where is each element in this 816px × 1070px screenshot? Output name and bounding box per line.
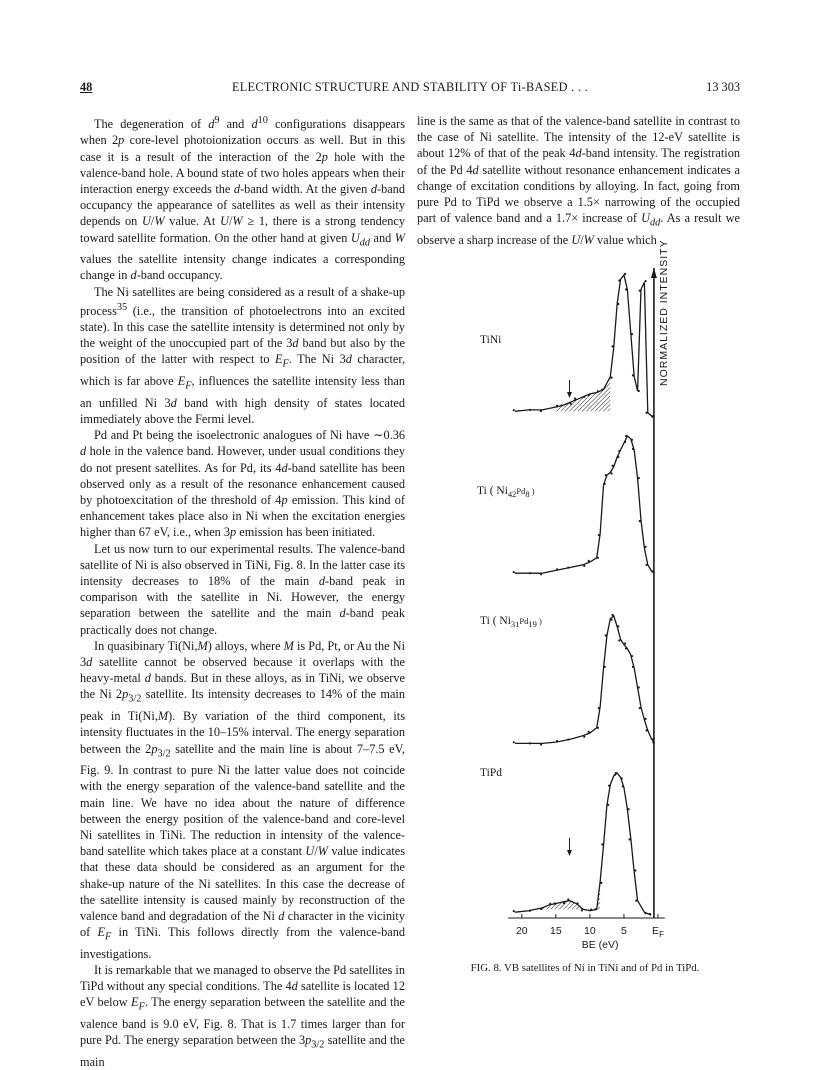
- x-tick-label-2: 15: [550, 925, 562, 937]
- data-point-1-16: [624, 273, 626, 275]
- right-paragraph-1: line is the same as that of the valence-band satellite in contrast to the case of Ni satellite. The intensity of the 12-eV satellite is about 12% of that of the peak 4d-band intensity. The registration of the Pd 4d satellite without resonance enhancement indicates a change of excitation conditions by alloying. In fact, going from pure Pd to TiPd we observe a 1.5× narrowing of the occupied part of valence band and a 1.7× increase of $U_{dd}$. As a result we observe a sharp increase of the U/W value which: [417, 114, 740, 247]
- data-point-1-12: [610, 377, 612, 379]
- data-point-1-5: [560, 404, 562, 406]
- data-point-2-5: [567, 567, 569, 569]
- data-point-4-8: [576, 902, 578, 904]
- curve-label-1: TiNi: [480, 334, 502, 346]
- figure-8: [445, 239, 735, 968]
- data-point-1-22: [644, 280, 646, 282]
- data-point-4-23: [635, 900, 637, 902]
- data-point-3-10: [604, 666, 606, 668]
- x-tick-label-3: 10: [584, 925, 596, 937]
- data-point-1-8: [583, 396, 585, 398]
- data-point-3-3: [540, 743, 542, 745]
- data-point-4-11: [594, 908, 596, 910]
- data-point-1-14: [617, 303, 619, 305]
- right-text-column: [417, 113, 740, 248]
- data-point-3-8: [597, 727, 599, 729]
- curve-label-3: [480, 615, 542, 629]
- data-point-4-12: [600, 882, 602, 884]
- curve-label-part: Pd: [516, 486, 526, 496]
- satellite-arrow-head-2: [567, 850, 572, 856]
- curve-label-2: [477, 485, 535, 499]
- data-point-2-4: [556, 568, 558, 570]
- data-point-1-4: [556, 405, 558, 407]
- data-point-3-23: [645, 729, 647, 731]
- data-point-1-19: [632, 374, 634, 376]
- x-axis-label: BE (eV): [581, 939, 619, 951]
- data-point-2-21: [639, 520, 641, 522]
- left-paragraph-4: Let us now turn to our experimental results. The valence-band satellite of Ni is also observed in TiNi, Fig. 8. In the latter case its intensity decreases to 18% of the main d-band peak in comparison with the satellite in Ni. However, the energy separation between the satellite and the main d-band peak practically does not change.: [80, 541, 405, 637]
- running-title: ELECTRONIC STRUCTURE AND STABILITY OF Ti-BASED . . .: [231, 80, 589, 94]
- data-point-4-22: [634, 869, 636, 871]
- data-point-2-7: [588, 560, 590, 562]
- x-tick-label-1: 20: [515, 925, 528, 937]
- data-point-2-11: [605, 474, 607, 476]
- data-point-3-9: [598, 707, 600, 709]
- data-point-1-17: [625, 288, 627, 290]
- data-point-2-17: [625, 435, 627, 437]
- curve-label-part: ): [529, 486, 535, 496]
- data-point-3-13: [611, 614, 613, 616]
- data-point-4-4: [549, 903, 551, 905]
- data-point-3-20: [638, 686, 640, 688]
- satellite-hatch-4: [542, 882, 600, 911]
- data-point-4-6: [563, 902, 565, 904]
- volume-page: 13 303: [706, 80, 740, 94]
- data-point-3-5: [567, 738, 569, 740]
- figure-caption: FIG. 8. VB satellites of Ni in TiNi and of Pd in TiPd.: [470, 962, 700, 974]
- data-point-2-16: [624, 441, 626, 443]
- data-point-2-23: [645, 564, 647, 566]
- data-point-1-15: [618, 279, 620, 281]
- data-point-4-25: [649, 913, 651, 915]
- data-point-1-2: [529, 409, 531, 411]
- curve-label-part: 42: [507, 489, 517, 499]
- curve-label-part: 31: [510, 619, 520, 629]
- data-point-2-2: [529, 572, 531, 574]
- data-point-3-4: [556, 740, 558, 742]
- curve-4: [515, 773, 651, 915]
- data-point-3-7: [588, 731, 590, 733]
- data-point-4-10: [590, 909, 592, 911]
- curve-3: [515, 616, 655, 743]
- data-point-1-11: [601, 388, 603, 390]
- left-text-column: [80, 113, 405, 1070]
- data-point-2-14: [617, 456, 619, 458]
- data-point-2-12: [610, 472, 612, 474]
- curve-label-part: 8: [525, 489, 530, 499]
- curve-label-4: TiPd: [480, 767, 502, 779]
- left-paragraph-6: It is remarkable that we managed to observe the Pd satellites in TiPd without any special conditions. The 4d satellite is located 12 eV below $E_F$. The energy separation between the satellite and the valence band is 9.0 eV, Fig. 8. That is 1.7 times larger than for pure Pd. The energy separation between the $3p_{3/2}$ satellite and the main: [80, 963, 405, 1069]
- data-point-1-10: [597, 390, 599, 392]
- data-point-4-20: [627, 808, 629, 810]
- data-point-1-1: [513, 409, 515, 411]
- data-point-4-2: [529, 910, 531, 912]
- data-point-2-13: [611, 465, 613, 467]
- data-point-3-2: [529, 742, 531, 744]
- data-point-4-3: [540, 908, 542, 910]
- data-point-3-19: [632, 666, 634, 668]
- data-point-4-9: [581, 909, 583, 911]
- data-point-3-21: [639, 707, 641, 709]
- data-point-4-7: [567, 898, 569, 900]
- data-point-3-22: [644, 718, 646, 720]
- data-point-4-24: [644, 912, 646, 914]
- curve-label-part: Ti ( Ni: [477, 485, 508, 497]
- data-point-3-14: [617, 625, 619, 627]
- curve-label-part: 19: [528, 619, 537, 629]
- left-paragraph-2: The Ni satellites are being considered as a result of a shake-up process$^{35}$ (i.e., the transition of photoelectrons into an excited state). In this case the satellite intensity is determined not only by the weight of the unoccupied part of the 3d band but also by the position of the latter with respect to $E_F$. The Ni 3d character, which is far above $E_F$, influences the satellite intensity less than an unfilled Ni 3d band with high density of states located immediately above the Fermi level.: [80, 284, 406, 426]
- data-point-3-11: [605, 634, 607, 636]
- data-point-3-15: [618, 639, 620, 641]
- data-point-2-20: [638, 477, 640, 479]
- data-point-4-1: [513, 910, 515, 912]
- data-point-2-19: [632, 448, 634, 450]
- satellite-arrow-head-1: [567, 392, 572, 398]
- data-point-2-1: [513, 571, 515, 573]
- data-point-4-13: [601, 843, 603, 845]
- running-header: [80, 80, 740, 98]
- data-point-2-9: [598, 534, 600, 536]
- data-point-3-1: [513, 741, 515, 743]
- data-point-4-17: [615, 772, 617, 774]
- data-point-4-5: [554, 902, 556, 904]
- data-point-1-9: [588, 394, 590, 396]
- data-point-1-23: [645, 412, 647, 414]
- data-point-2-10: [604, 483, 606, 485]
- data-point-1-18: [631, 333, 633, 335]
- fermi-subscript: F: [659, 930, 664, 939]
- data-point-2-6: [583, 565, 585, 567]
- data-point-1-21: [639, 290, 641, 292]
- data-point-1-7: [574, 398, 576, 400]
- data-point-2-15: [618, 450, 620, 452]
- x-tick-label-4: 5: [621, 925, 627, 937]
- left-paragraph-1: The degeneration of $d^9$ and $d^{10}$ configurations disappears when 2p core-level photoionization occurs as well. But in this case it is a result of the interaction of the 2p hole with the valence-band hole. A bound state of two holes appears when their interaction energy exceeds the d-band width. At the given d-band occupancy the appearance of satellites as well as their intensity depends on U/W value. At U/W ≥ 1, there is a strong tendency toward satellite formation. On the other hand at given $U_{dd}$ and W values the satellite intensity change indicates a corresponding change in d-band occupancy.: [80, 115, 405, 283]
- curve-label-part: Ti ( Ni: [480, 615, 511, 627]
- data-point-1-3: [540, 410, 542, 412]
- data-point-2-8: [597, 557, 599, 559]
- satellite-hatch-1: [556, 377, 610, 412]
- data-point-4-14: [607, 804, 609, 806]
- data-point-1-13: [611, 345, 613, 347]
- curve-1: [515, 275, 655, 417]
- data-point-2-3: [540, 573, 542, 575]
- curve-label-part: ): [536, 616, 542, 626]
- data-point-2-22: [644, 546, 646, 548]
- data-point-4-21: [628, 838, 630, 840]
- data-point-4-15: [608, 785, 610, 787]
- spectra-plot: [445, 239, 735, 968]
- curve-label-part: Pd: [519, 616, 529, 626]
- data-point-3-12: [610, 619, 612, 621]
- y-axis-label: NORMALIZED INTENSITY: [658, 239, 670, 386]
- data-point-4-18: [621, 777, 623, 779]
- data-point-3-17: [625, 647, 627, 649]
- fermi-arrow-head: [651, 268, 657, 278]
- left-paragraph-3: Pd and Pt being the isoelectronic analogues of Ni have ∼0.36 d hole in the valence band. However, under usual conditions they do not present satellites. As for Pd, its 4d-band satellite has been observed only as a result of the resonance enhancement caused by photoexcitation of the threshold of 4p emission. This kind of enhancement takes place also in Ni when the excitation energies higher than 67 eV, i.e., when 3p emission has been initiated.: [80, 428, 405, 540]
- data-point-3-6: [583, 736, 585, 738]
- data-point-4-19: [622, 785, 624, 787]
- data-point-1-20: [638, 390, 640, 392]
- left-paragraph-5: In quasibinary Ti(Ni,M) alloys, where M is Pd, Pt, or Au the Ni 3d satellite cannot be observed because it overlaps with the heavy-metal d bands. But in these alloys, as in TiNi, we observe the Ni $2p_{3/2}$ satellite. Its intensity decreases to 14% of the main peak in Ti(Ni,M). By variation of the third component, its intensity fluctuates in the 10–15% interval. The energy separation between the $2p_{3/2}$ satellite and the main line is about 7–7.5 eV, Fig. 9. In contrast to pure Ni the latter value does not coincide with the energy separation of the valence-band satellite and the main line. We have no idea about the nature of difference between the energy position of the valence-band and core-level Ni satellites in TiNi. The reduction in intensity of the valence-band satellite which takes place at a constant U/W value indicates that these data should be considered as an argument for the shake-up nature of the Ni satellites. In this case the decrease of the satellite intensity is caused mainly by reconstruction of the valence band and degradation of the Ni d character in the vicinity of $E_F$ in TiNi. This follows directly from the valence-band investigations.: [80, 638, 405, 961]
- data-point-3-16: [624, 642, 626, 644]
- data-point-1-6: [570, 403, 572, 405]
- data-point-2-18: [631, 439, 633, 441]
- x-tick-label-5: $E_F$: [652, 925, 664, 939]
- data-point-3-18: [631, 655, 633, 657]
- page-number: 48: [80, 80, 93, 94]
- curve-2: [515, 436, 655, 573]
